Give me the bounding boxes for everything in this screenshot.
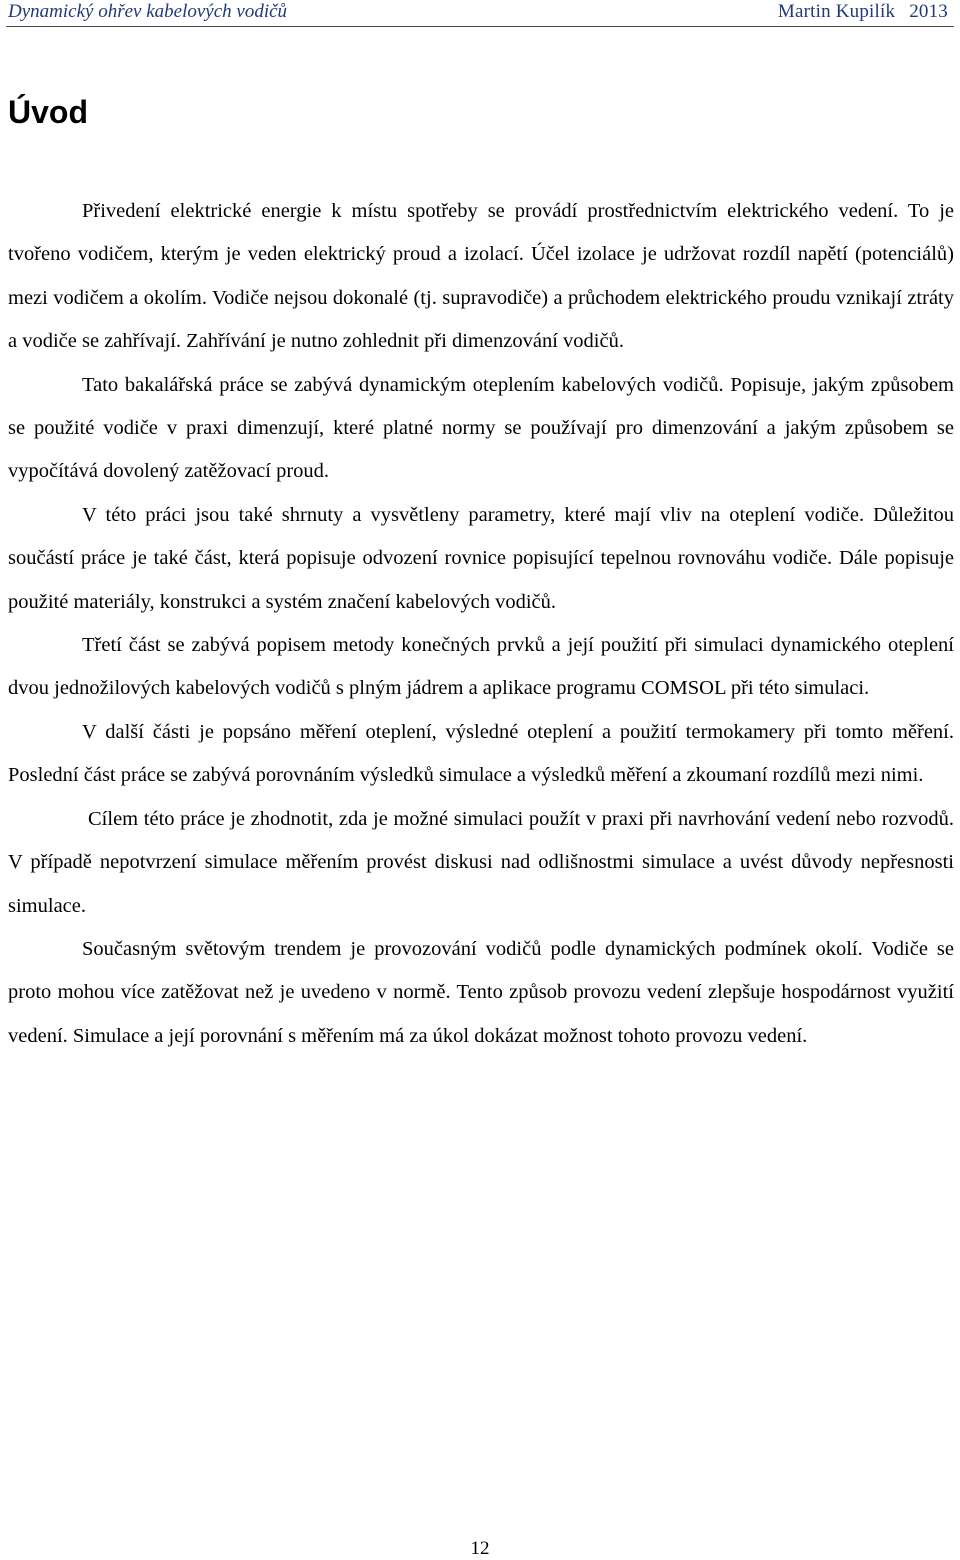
header-author: Martin Kupilík: [777, 1, 896, 22]
paragraph-4: Třetí část se zabývá popisem metody konečných prvků a její použití při simulaci dynamického oteplení dvou jednožilových kabelových vodičů s plným jádrem a aplikace programu COMSOL při této simulaci.: [8, 634, 954, 700]
header-document-title: Dynamický ohřev kabelových vodičů: [8, 1, 288, 22]
running-header: [6, 0, 954, 27]
section-heading: Úvod: [8, 94, 88, 130]
header-year: 2013: [909, 1, 948, 22]
paragraph-7: Současným světovým trendem je provozování vodičů podle dynamických podmínek okolí. Vodiče se proto mohou více zatěžovat než je uvedeno v normě. Tento způsob provozu vedení zlepšuje hospodárnost využití vedení. Simulace a její porovnání s měřením má za úkol dokázat možnost tohoto provozu vedení.: [8, 937, 954, 1047]
paragraph-6: Cílem této práce je zhodnotit, zda je možné simulaci použít v praxi při navrhování vedení nebo rozvodů. V případě nepotvrzení simulace měřením provést diskusi nad odlišnostmi simulace a uvést důvody nepřesnosti simulace.: [8, 807, 954, 917]
paragraph-3: V této práci jsou také shrnuty a vysvětleny parametry, které mají vliv na oteplení vodiče. Důležitou součástí práce je také část, která popisuje odvození rovnice popisující tepelnou rovnováhu vodiče. Dále popisuje použité materiály, konstrukci a systém značení kabelových vodičů.: [8, 503, 954, 613]
header-author-year: [778, 1, 948, 23]
body-text: [8, 190, 954, 1058]
paragraph-1: Přivedení elektrické energie k místu spotřeby se provádí prostřednictvím elektrického vedení. To je tvořeno vodičem, kterým je veden elektrický proud a izolací. Účel izolace je udržovat rozdíl napětí (potenciálů) mezi vodičem a okolím. Vodiče nejsou dokonalé (tj. supravodiče) a průchodem elektrického proudu vznikají ztráty a vodiče se zahřívají. Zahřívání je nutno zohlednit při dimenzování vodičů.: [8, 200, 954, 353]
paragraph-2: Tato bakalářská práce se zabývá dynamickým oteplením kabelových vodičů. Popisuje, jakým způsobem se použité vodiče v praxi dimenzují, které platné normy se používají pro dimenzování a jakým způsobem se vypočítává dovolený zatěžovací proud.: [8, 373, 954, 483]
page-number: 12: [470, 1538, 490, 1559]
paragraph-5: V další části je popsáno měření oteplení, výsledné oteplení a použití termokamery při tomto měření. Poslední část práce se zabývá porovnáním výsledků simulace a výsledků měření a zkoumaní rozdílů mezi nimi.: [8, 720, 954, 787]
